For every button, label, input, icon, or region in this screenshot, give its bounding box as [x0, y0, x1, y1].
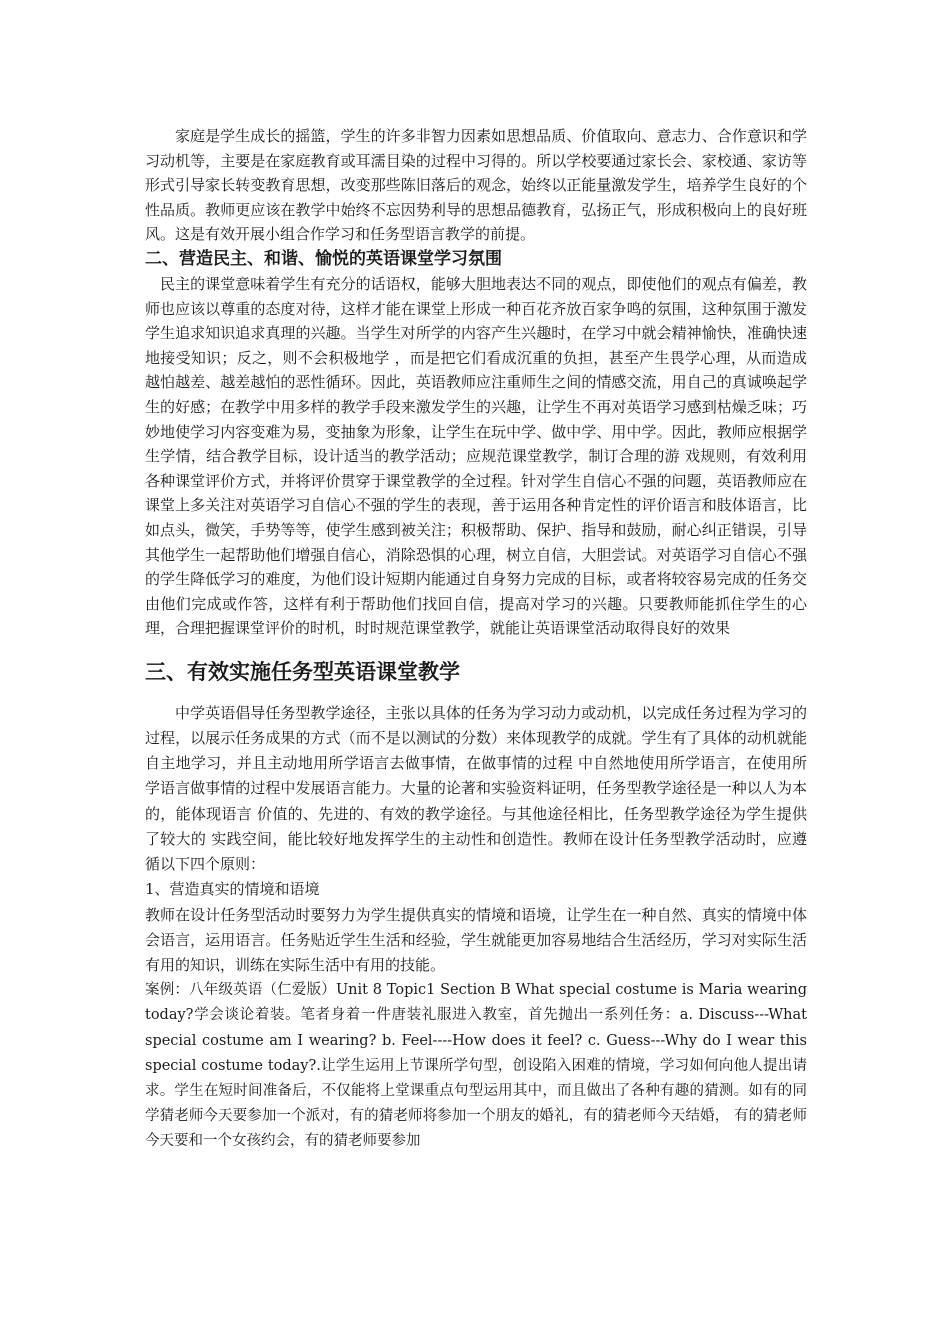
principle-item-1: 1、营造真实的情境和语境 — [145, 880, 320, 899]
paragraph-family-education: 家庭是学生成长的摇篮，学生的许多非智力因素如思想品质、价值取向、意志力、合作意识和学习动机等，主要是在家庭教育或耳濡目染的过程中习得的。所以学校要通过家长会、家校通、家访等形式引导家长转变教育思想，改变那些陈旧落后的观念，始终以正能量激发学生，培养学生良好的个性品质。教师更应该在教学中始终不忘因势利导的思想品德教育，弘扬正气，形成积极向上的良好班风。这是有效开展小组合作学习和任务型语言教学的前提。 — [145, 127, 807, 244]
paragraph-real-context: 教师在设计任务型活动时要努力为学生提供真实的情境和语境，让学生在一种自然、真实的情境中体会语言，运用语言。任务贴近学生生活和经验，学生就能更加容易地结合生活经历，学习对实际生活有用的知识，训练在实际生活中有用的技能。 — [145, 905, 807, 974]
paragraph-task-based-teaching: 中学英语倡导任务型教学途径，主张以具体的任务为学习动力或动机，以完成任务过程为学习的过程，以展示任务成果的方式（而不是以测试的分数）来体现教学的成就。学生有了具体的动机就能自主地学习，并且主动地用所学语言去做事情，在做事情的过程 中自然地使用所学语言，在使用所学语言做事情的过程中发展语言能力。大量的论著和实验资料证明，任务型教学途径是一种以人为本的，能体现语言 价值的、先进的、有效的教学途径。与其他途径相比，任务型教学途径为学生提供了较大的 实践空间，能比较好地发挥学生的主动性和创造性。教师在设计任务型教学活动时，应遵循以下四个原则： — [145, 703, 807, 874]
section-heading-3: 三、有效实施任务型英语课堂教学 — [145, 659, 460, 684]
document-body — [145, 124, 807, 1155]
section-heading-2: 二、营造民主、和谐、愉悦的英语课堂学习氛围 — [145, 248, 502, 269]
paragraph-case-example: 案例：八年级英语（仁爱版）Unit 8 Topic1 Section B What special costume is Maria wearing today?学会谈论着装。笔者身着一件唐装礼服进入教室，首先抛出一系列任务：a. Discuss---What special costume am I wearing? b. Feel----How does it feel? c. Guess---Why do I wear this special costume today?.让学生运用上节课所学句型，创设陷入困难的情境，学习如何向他人提出请求。学生在短时间准备后，不仅能将上堂课重点句型运用其中，而且做出了各种有趣的猜测。如有的同学猜老师今天要参加一个派对，有的猜老师将参加一个朋友的婚礼，有的猜老师今天结婚， 有的猜老师今天要和一个女孩约会，有的猜老师要参加 — [145, 982, 807, 1150]
paragraph-democratic-classroom: 民主的课堂意味着学生有充分的话语权，能够大胆地表达不同的观点，即使他们的观点有偏差，教师也应该以尊重的态度对待，这样才能在课堂上形成一种百花齐放百家争鸣的氛围，这种氛围于激发学生追求知识追求真理的兴趣。当学生对所学的内容产生兴趣时，在学习中就会精神愉快，准确快速地接受知识；反之，则不会积极地学 ，而是把它们看成沉重的负担，甚至产生畏学心理，从而造成越怕越差、越差越怕的恶性循环。因此，英语教师应注重师生之间的情感交流，用自己的真诚唤起学生的好感；在教学中用多样的教学手段来激发学生的兴趣，让学生不再对英语学习感到枯燥乏味；巧妙地使学习内容变难为易，变抽象为形象，让学生在玩中学、做中学、用中学。因此，教师应根据学生学情，结合教学目标，设计适当的教学活动；应规范课堂教学，制订合理的游 戏规则，有效利用各种课堂评价方式，并将评价贯穿于课堂教学的全过程。针对学生自信心不强的问题，英语教师应在课堂上多关注对英语学习自信心不强的学生的表现，善于运用各种肯定性的评价语言和肢体语言，比如点头，微笑，手势等等，使学生感到被关注；积极帮助、保护、指导和鼓励，耐心纠正错误，引导其他学生一起帮助他们增强自信心，消除恐惧的心理，树立自信，大胆尝试。对英语学习自信心不强的学生降低学习的难度，为他们设计短期内能通过自身努力完成的目标，或者将较容易完成的任务交由他们完成或作答，这样有利于帮助他们找回自信，提高对学习的兴趣。只要教师能抓住学生的心理，合理把握课堂评价的时机，时时规范课堂教学，就能让英语课堂活动取得良好的效果 — [145, 274, 807, 638]
